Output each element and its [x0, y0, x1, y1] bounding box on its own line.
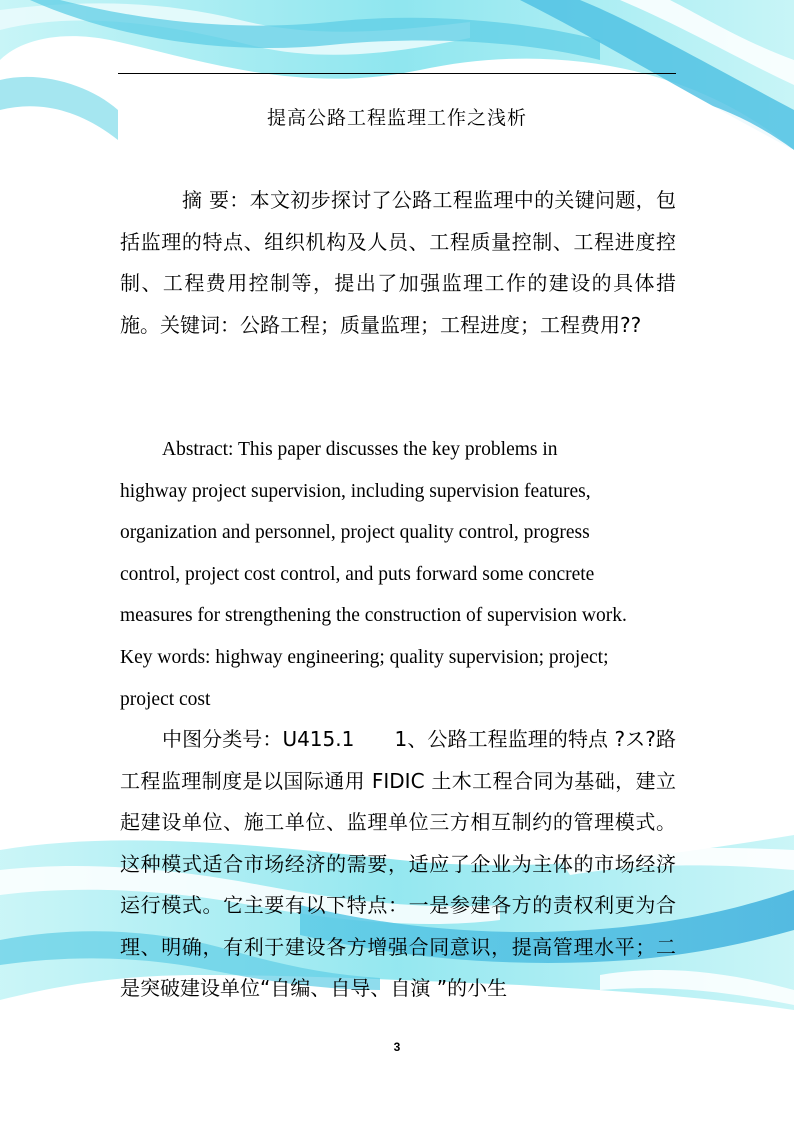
- abstract-english-line: organization and personnel, project quality control, progress: [120, 522, 590, 544]
- document-title: 提高公路工程监理工作之浅析: [266, 107, 527, 129]
- abstract-english-line: measures for strengthening the construction of supervision work.: [120, 605, 627, 627]
- body-paragraph: 中图分类号：U415.1 1、公路工程监理的特点 ?ス?路工程监理制度是以国际通用 FIDIC 土木工程合同为基础，建立起建设单位、施工单位、监理单位三方相互制约的管理模式。这种模式适合市场经济的需要，适应了企业为主体的市场经济运行模式。它主要有以下特点：一是参建各方的责权利更为合理、明确，有利于建设各方增强合同意识，提高管理水平；二是突破建设单位“自编、自导、自演 ”的小生: [120, 727, 676, 1000]
- page-number: 3: [393, 1040, 401, 1054]
- header-rule: [118, 73, 676, 74]
- abstract-english-line: control, project cost control, and puts forward some concrete: [120, 563, 595, 585]
- abstract-english: [120, 429, 680, 720]
- top-wave-band: [0, 0, 794, 175]
- abstract-chinese: 摘 要：本文初步探讨了公路工程监理中的关键问题，包括监理的特点、组织机构及人员、工程质量控制、工程进度控制、工程费用控制等，提出了加强监理工作的建设的具体措施。关键词：公路工程；质量监理；工程进度；工程费用??: [120, 188, 676, 337]
- abstract-english-line: Abstract: This paper discusses the key problems in: [162, 439, 558, 460]
- abstract-english-line: highway project supervision, including supervision features,: [120, 480, 591, 502]
- abstract-english-line: project cost: [120, 688, 211, 710]
- abstract-english-line: Key words: highway engineering; quality supervision; project;: [120, 646, 609, 668]
